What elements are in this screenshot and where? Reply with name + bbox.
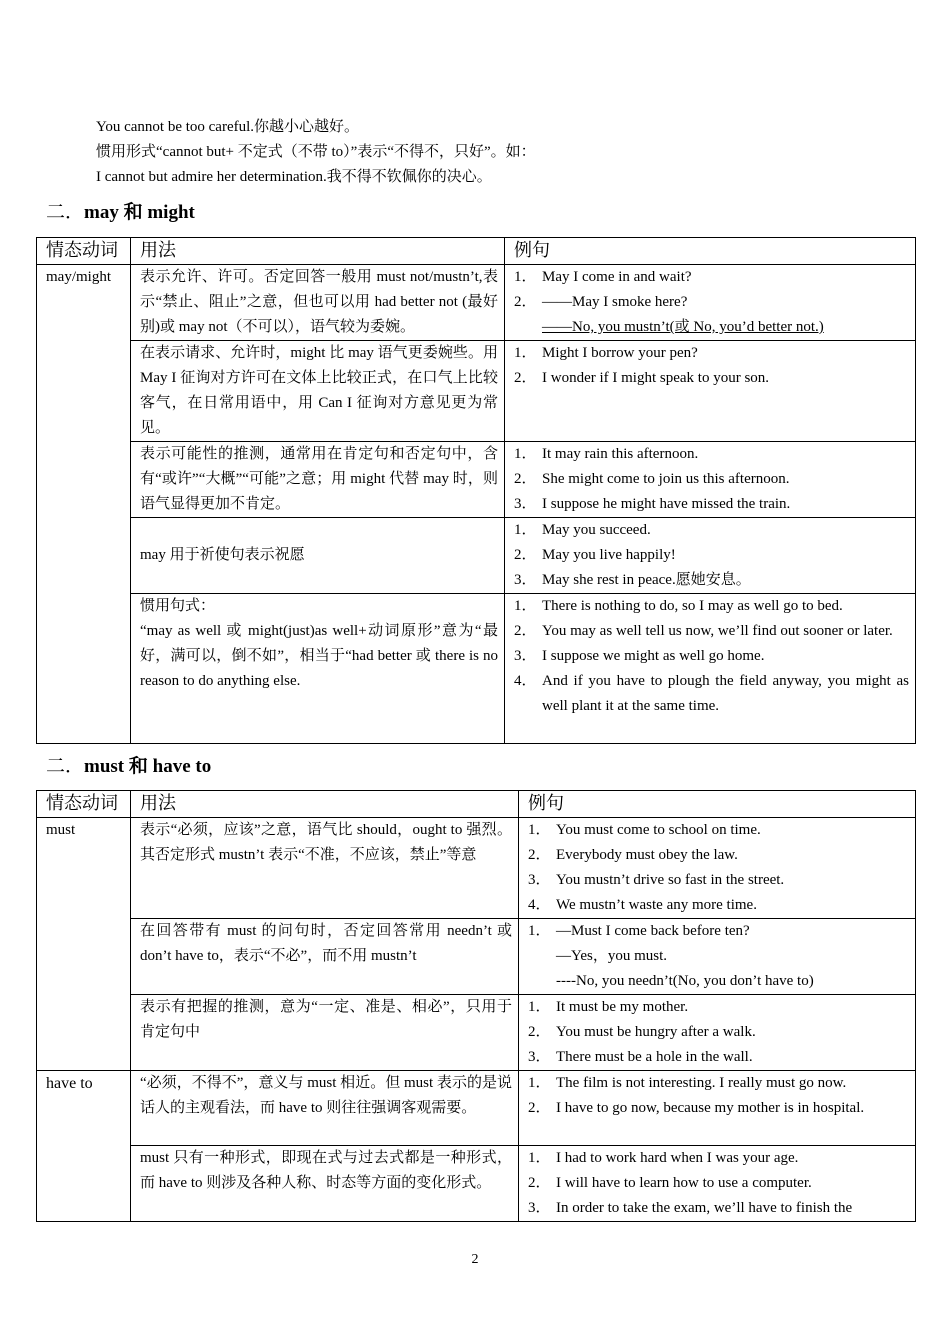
table-row [37,1146,916,1222]
example-item: 1． Might I borrow your pen? [514,345,698,361]
examples-cell [505,265,916,341]
example-item: ——No, you mustn’t(或 No, you’d better not.) [542,319,824,335]
intro-line-3: I cannot but admire her determination.我不得不钦佩你的决心。 [96,169,492,185]
table-row [37,265,916,341]
modal-cell: may/might [37,265,131,744]
page-number: 2 [471,1252,479,1267]
example-item: 3． You mustn’t drive so fast in the street. [528,872,785,888]
usage-cell [131,594,505,744]
table-row [37,518,916,594]
may-might-table [36,237,916,744]
example-item: 2． Everybody must obey the law. [528,847,738,863]
examples-cell [505,442,916,518]
table-row [37,594,916,744]
example-item: 2． You must be hungry after a walk. [528,1024,756,1040]
usage-cell: 表示有把握的推测，意为“一定、准是、相必”，只用于肯定句中 [131,995,519,1071]
example-item: 1． I had to work hard when I was your age. [528,1150,799,1166]
examples-cell [519,1071,916,1146]
usage-cell: 表示“必须，应该”之意，语气比 should，ought to 强烈。其否定形式 mustn’t 表示“不准，不应该，禁止”等意 [131,818,519,919]
section-title: must 和 have to [84,756,212,777]
table-row [37,995,916,1071]
examples-cell [519,1146,916,1222]
header-examples: 例句 [519,791,916,818]
example-item: 1． There is nothing to do, so I may as well go to bed. [514,598,843,614]
example-item: 4． And if you have to plough the field anyway, you might as well plant it at the same time. [514,673,909,714]
table-row [37,818,916,919]
must-have-to-table [36,790,916,1222]
example-item: 1． It may rain this afternoon. [514,446,699,462]
examples-cell [519,818,916,919]
example-item: 2． I wonder if I might speak to your son. [514,370,770,386]
section-number: 二． [46,756,85,777]
example-item: 3． I suppose we might as well go home. [514,648,765,664]
section-heading-must-have-to [46,751,211,778]
table-row [37,1071,916,1146]
example-item: 3． In order to take the exam, we’ll have to finish the [528,1200,853,1216]
usage-cell: must 只有一种形式，即现在式与过去式都是一种形式，而 have to 则涉及各种人称、时态等方面的变化形式。 [131,1146,519,1222]
usage-line: 惯用句式： [140,598,216,614]
header-modal: 情态动词 [37,238,131,265]
intro-line-1: You cannot be too careful.你越小心越好。 [96,119,360,135]
example-item: 2． I have to go now, because my mother is in hospital. [528,1100,865,1116]
section-number: 二． [46,202,85,223]
header-usage: 用法 [131,238,505,265]
usage-cell: 表示允许、许可。否定回答一般用 must not/mustn’t,表示“禁止、阻止”之意，但也可以用 had better not (最好别)或 may not（不可以），语气较为委婉。 [131,265,505,341]
example-item: 1． —Must I come back before ten? [528,923,750,939]
example-item: —Yes，you must. [556,948,667,964]
usage-cell: may 用于祈使句表示祝愿 [131,518,505,594]
usage-line: “may as well 或 might(just)as well+动词原形”意为“最好，满可以，倒不如”，相当于“had better 或 there is no reason to do anything else. [140,623,498,689]
table-header-row [37,238,916,265]
table-row [37,919,916,995]
example-item: 1． May you succeed. [514,522,651,538]
header-usage: 用法 [131,791,519,818]
modal-cell: must [37,818,131,1071]
table-row [37,442,916,518]
examples-cell [519,919,916,995]
examples-cell [505,594,916,744]
usage-cell: 表示可能性的推测，通常用在肯定句和否定句中，含有“或许”“大概”“可能”之意；用 might 代替 may 时，则语气显得更加不肯定。 [131,442,505,518]
table-row [37,341,916,442]
header-examples: 例句 [505,238,916,265]
examples-cell [505,341,916,442]
example-item: 2． You may as well tell us now, we’ll find out sooner or later. [514,623,893,639]
example-item: 1． May I come in and wait? [514,269,692,285]
example-item: 3． May she rest in peace.愿她安息。 [514,572,751,588]
usage-cell: 在回答带有 must 的问句时，否定回答常用 needn’t 或 don’t have to，表示“不必”，而不用 mustn’t [131,919,519,995]
example-item: 3． I suppose he might have missed the train. [514,496,791,512]
intro-line-2: 惯用形式“cannot but+ 不定式（不带 to）”表示“不得不，只好”。如： [96,144,536,160]
example-item: 1． You must come to school on time. [528,822,761,838]
usage-cell: 在表示请求、允许时，might 比 may 语气更委婉些。用 May I 征询对方许可在文体上比较正式，在口气上比较客气，在日常用语中，用 Can I 征询对方意见更为常见。 [131,341,505,442]
usage-cell: “必须，不得不”，意义与 must 相近。但 must 表示的是说话人的主观看法，而 have to 则往往强调客观需要。 [131,1071,519,1146]
example-item: 3． There must be a hole in the wall. [528,1049,753,1065]
example-item: 1． It must be my mother. [528,999,689,1015]
example-item: 1． The film is not interesting. I really must go now. [528,1075,847,1091]
example-item: 4． We mustn’t waste any more time. [528,897,757,913]
section-heading-may-might [46,197,195,224]
example-item: 2． She might come to join us this afternoon. [514,471,790,487]
example-item: ----No, you needn’t(No, you don’t have to) [556,973,814,989]
section-title: may 和 might [84,202,195,223]
table-header-row [37,791,916,818]
example-item: 2． May you live happily! [514,547,676,563]
example-item: 2． ——May I smoke here? [514,294,688,310]
header-modal: 情态动词 [37,791,131,818]
examples-cell [519,995,916,1071]
examples-cell [505,518,916,594]
example-item: 2． I will have to learn how to use a computer. [528,1175,812,1191]
modal-cell: have to [37,1071,131,1222]
